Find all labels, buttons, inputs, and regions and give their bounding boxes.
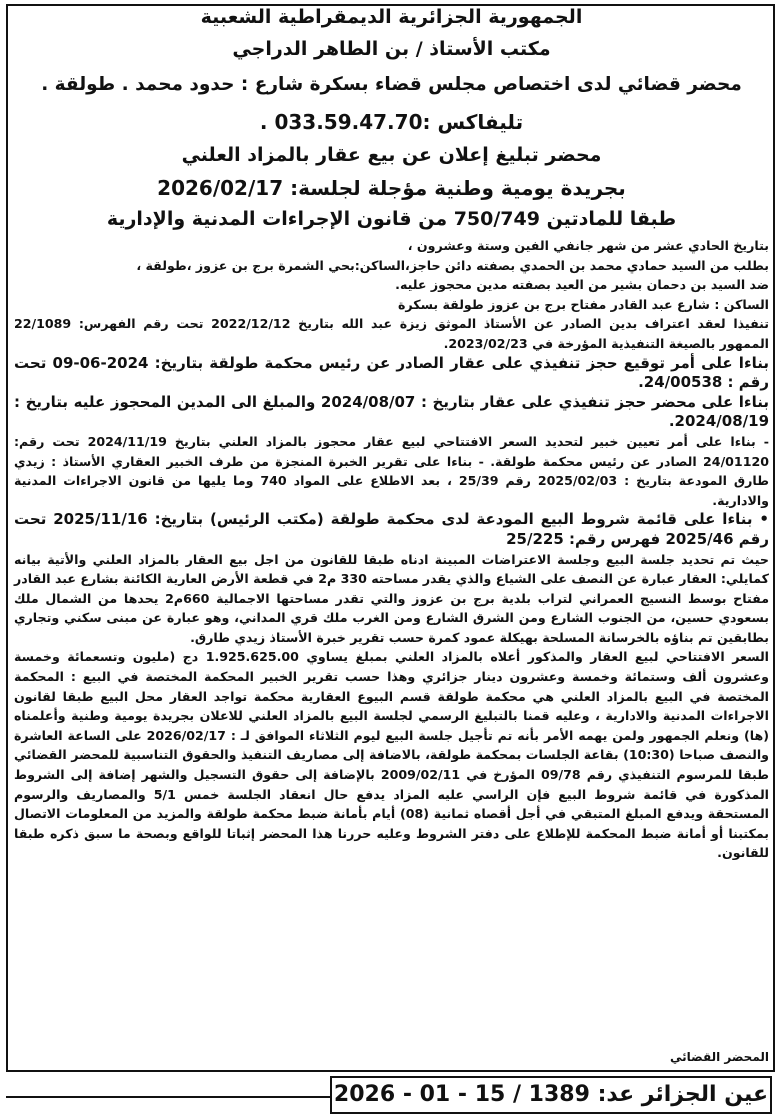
footer-reference: عين الجزائر عد: 1389 / 15 - 01 - 2026 [330, 1076, 772, 1114]
paragraph-conditions: • بناءا على قائمة شروط البيع المودعة لدى محكمة طولقة (مكتب الرئيس) بتاريخ: 2025/11/16 تحت رقم 2025/46 فهرس رقم: 25/225 [14, 510, 770, 548]
paragraph-price-and-session: السعر الافتتاحي لبيع العقار والمذكور أعلاه بالمزاد العلني بمبلغ يساوي 1.925.625.00 دج (مليون وتسعمائة وخمسة وعشرون ألف وستمائة وخمسة وعشرون دينار جزائري وهذا حسب تقرير الخبير المحكمة المختصة في البيع : المحكمة المختصة في البيع بالمزاد العلني هي محكمة طولقة قسم البيوع العقارية محكمة تواجد العقار محل البيع طبقا لقانون الاجراءات المدنية والادارية ، وعليه قمنا بالتبليغ الرسمي لجلسة البيع بالمزاد العلني للاعلان بجريدة يومية وطنية وأعلمناه (ها) ونعلم الجمهور ولمن يهمه الأمر بأنه تم تأجيل جلسة البيع ليوم الثلاثاء الموافق لـ : 2026/02/17 على الساعة العاشرة والنصف صباحا (10:30) بقاعة الجلسات بمحكمة طولقة، بالاضافة إلى مصاريف التنفيذ والحقوق التناسبية للمحضر القضائي طبقا للمرسوم التنفيذي رقم 09/78 المؤرخ في 2009/02/11 بالإضافة إلى حقوق التسجيل والشهر إضافة إلى الشروط المذكورة في قائمة شروط البيع فإن الراسي عليه المزاد يدفع حال انعقاد الجلسة خمس 5/1 والمصاريف والرسوم المستحقة ويدفع المبلغ المتبقي في أجل أقصاه ثمانية (08) أيام بأمانة ضبط محكمة طولقة والمزيد من المعلومات الاتصال بمكتبنا أو أمانة ضبط المحكمة للإطلاع على دفتر الشروط وعليه حررنا هذا المحضر إثباتا للواقع وبصحة ما سبق ذكره طبقا للقانون. [14, 649, 770, 861]
footer-rule [6, 1096, 332, 1098]
header-session-date: بجريدة يومية وطنية مؤجلة لجلسة: 2026/02/17 [157, 176, 626, 200]
paragraph-property: حيث تم تحديد جلسة البيع وجلسة الاعتراضات المبينة ادناه طبقا للقانون من اجل بيع العقار بالمزاد العلني والأتية بيانه كمايلي: العقار عبارة عن النصف على الشياع والذي يقدر مساحته 330 م2 في قطعة الأرض العارية الكائنة بشارع عبد القادر مفتاح بوسط النسيج العمراني لتراب بلدية برج بن عزوز والتي تقدر مساحتها الاجمالية 660م2 يحدها من الشمال ملك بسعودي حسين، من الجنوب الشارع ومن الشرق الشارع ومن الغرب ملك قري المداني، وهو عبارة عن مبنى سكني وتجاري بطابقين تم بناؤه بالخرسانة المسلحة بهيكلة عمود كمرة حسب تقرير خبرة الأستاذ زيدي طارق. [14, 551, 769, 645]
header-republic: الجمهورية الجزائرية الديمقراطية الشعبية [200, 6, 583, 28]
header-bailiff: محضر قضائي لدى اختصاص مجلس قضاء بسكرة شارع : حدود محمد . طولقة . [41, 74, 742, 95]
paragraph-seizure-order: بناءا على أمر توقيع حجز تنفيذي على عقار الصادر عن رئيس محكمة طولقة بتاريخ: 2024-06-09 تحت رقم : 24/00538. [14, 353, 770, 392]
notice-body [14, 236, 769, 863]
paragraph-date: بتاريخ الحادي عشر من شهر جانفي الفين وستة وعشرون ، [407, 238, 769, 253]
paragraph-expert: - بناءا على أمر تعيين خبير لتحديد السعر الافتتاحي لبيع عقار محجوز بالمزاد العلني بتاريخ 2024/11/19 تحت رقم: 24/01120 الصادر عن رئيس محكمة طولقة. - بناءا على تقرير الخبرة المنجزة من طرف الخبير العقاري الأستاذ : زيدي طارق المودعة بتاريخ : 2025/02/03 رقم 25/39 ، بعد الاطلاع على المواد 740 وما يليها من قانون الاجراءات المدنية والادارية. [14, 433, 769, 508]
header-telefax: تليفاكس :033.59.47.70 . [259, 110, 524, 134]
header-office: مكتب الأستاذ / بن الطاهر الدراجي [232, 38, 551, 60]
paragraph-requester: بطلب من السيد حمادي محمد بن الحمدي بصفته دائن حاجز،الساكن:بحي الشمرة برج بن عزوز ،طولقة ، [136, 257, 769, 273]
paragraph-debtor: ضد السيد بن دحمان بشير من العيد بصفته مدين محجوز عليه. [395, 277, 769, 293]
paragraph-seizure-report: بناءا على محضر حجز تنفيذي على عقار بتاريخ : 2024/08/07 والمبلغ الى المدين المحجوز عليه بتاريخ : 2024/08/19. [14, 392, 769, 431]
header-notice-title: محضر تبليغ إعلان عن بيع عقار بالمزاد العلني [181, 144, 602, 166]
paragraph-deed: تنفيذا لعقد اعتراف بدين الصادر عن الأستاذ الموثق زيزة عبد الله بتاريخ 2022/12/12 تحت رقم الفهرس: 22/1089 الممهور بالصيغة التنفيذية المؤرخة في 2023/02/23. [14, 316, 769, 351]
signature-label: المحضر القضائي [669, 1050, 769, 1064]
paragraph-address: الساكن : شارع عبد القادر مفتاح برج بن عزوز طولقة بسكرة [397, 296, 769, 312]
header-legal-basis: طبقا للمادتين 750/749 من قانون الإجراءات المدنية والإدارية [106, 208, 677, 230]
